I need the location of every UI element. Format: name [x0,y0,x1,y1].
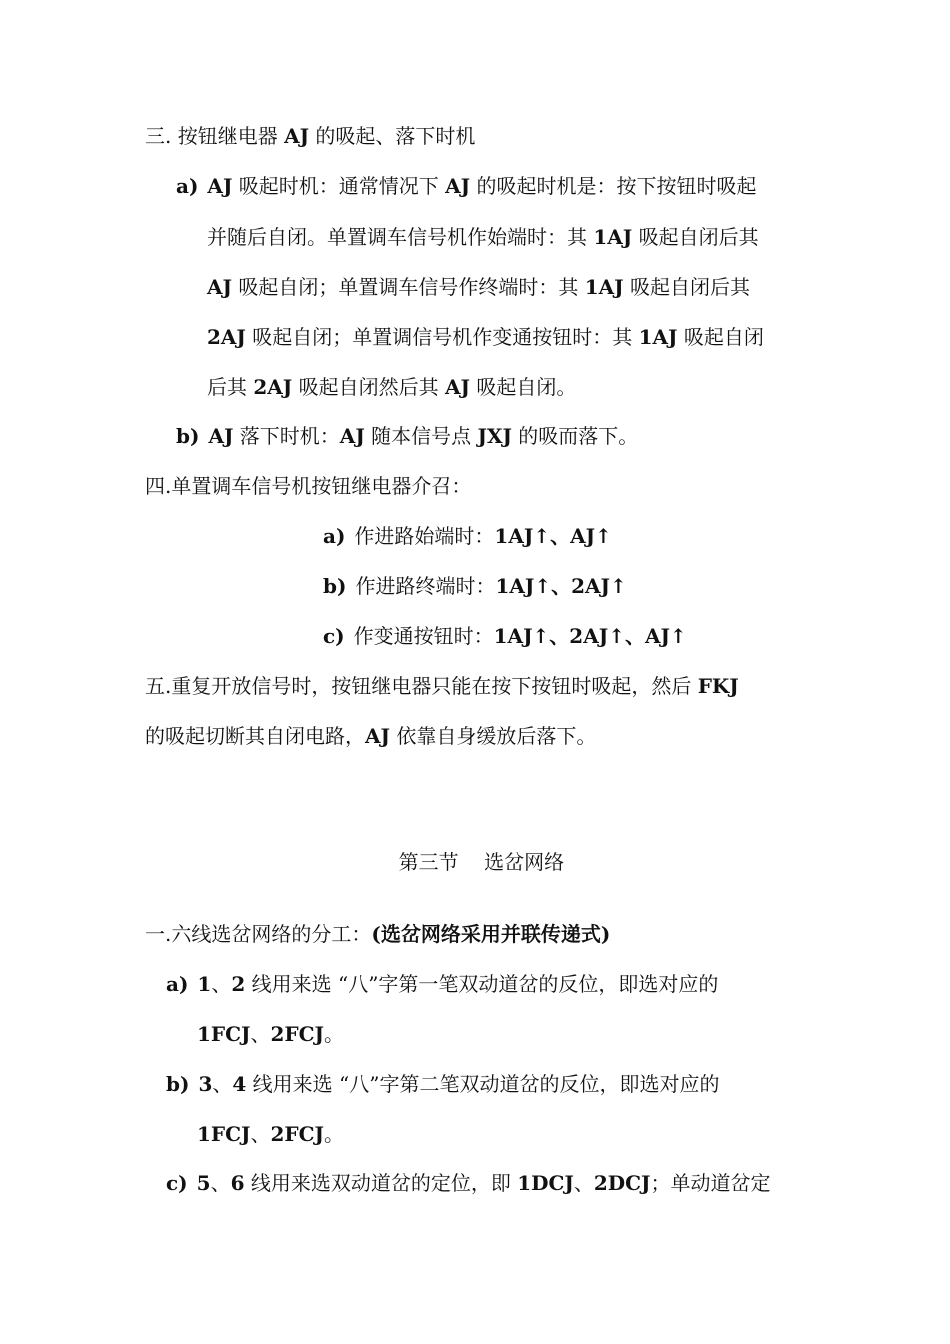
section-heading-3: 三. 按钮继电器 AJ 的吸起、落下时机 [145,124,476,148]
s1-item-b-line-1: b) 3、4 线用来选 “八”字第二笔双动道岔的反位，即选对应的 [166,1072,720,1096]
section-heading-1: 一.六线选岔网络的分工：(选岔网络采用并联传递式) [145,922,611,946]
section-5-line-2: 的吸起切断其自闭电路，AJ 依靠自身缓放后落下。 [145,724,597,748]
item-label: c) [323,624,345,648]
item-a-line-4: 2AJ 吸起自闭；单置调信号机作变通按钮时：其 1AJ 吸起自闭 [207,325,764,349]
item-label: b) [323,574,347,598]
item-label: b) [166,1072,190,1096]
s1-item-b-line-2: 1FCJ、2FCJ。 [197,1122,344,1146]
section-5-line-1: 五.重复开放信号时，按钮继电器只能在按下按钮时吸起，然后 FKJ [145,674,739,698]
item-a-line-1: a) AJ 吸起时机：通常情况下 AJ 的吸起时机是：按下按钮时吸起 [176,174,757,198]
section-heading-4: 四.单置调车信号机按钮继电器介召： [145,474,472,498]
s4-item-c: c) 作变通按钮时：1AJ↑、2AJ↑、AJ↑ [323,624,687,648]
item-label: a) [176,174,199,198]
s1-item-a-line-2: 1FCJ、2FCJ。 [197,1022,344,1046]
item-label: c) [166,1171,188,1195]
s4-item-b: b) 作进路终端时：1AJ↑、2AJ↑ [323,574,627,598]
section-title: 第三节 选岔网络 [398,850,565,874]
item-label: b) [176,424,200,448]
s4-item-a: a) 作进路始端时：1AJ↑、AJ↑ [323,524,612,548]
item-a-line-5: 后其 2AJ 吸起自闭然后其 AJ 吸起自闭。 [207,375,577,399]
item-b-line-1: b) AJ 落下时机：AJ 随本信号点 JXJ 的吸而落下。 [176,424,639,448]
item-a-line-3: AJ 吸起自闭；单置调车信号作终端时：其 1AJ 吸起自闭后其 [207,275,750,299]
s1-item-a-line-1: a) 1、2 线用来选 “八”字第一笔双动道岔的反位，即选对应的 [166,972,719,996]
item-label: a) [323,524,346,548]
s1-item-c-line-1: c) 5、6 线用来选双动道岔的定位，即 1DCJ、2DCJ；单动道岔定 [166,1171,771,1195]
item-label: a) [166,972,189,996]
item-a-line-2: 并随后自闭。单置调车信号机作始端时：其 1AJ 吸起自闭后其 [207,225,759,249]
